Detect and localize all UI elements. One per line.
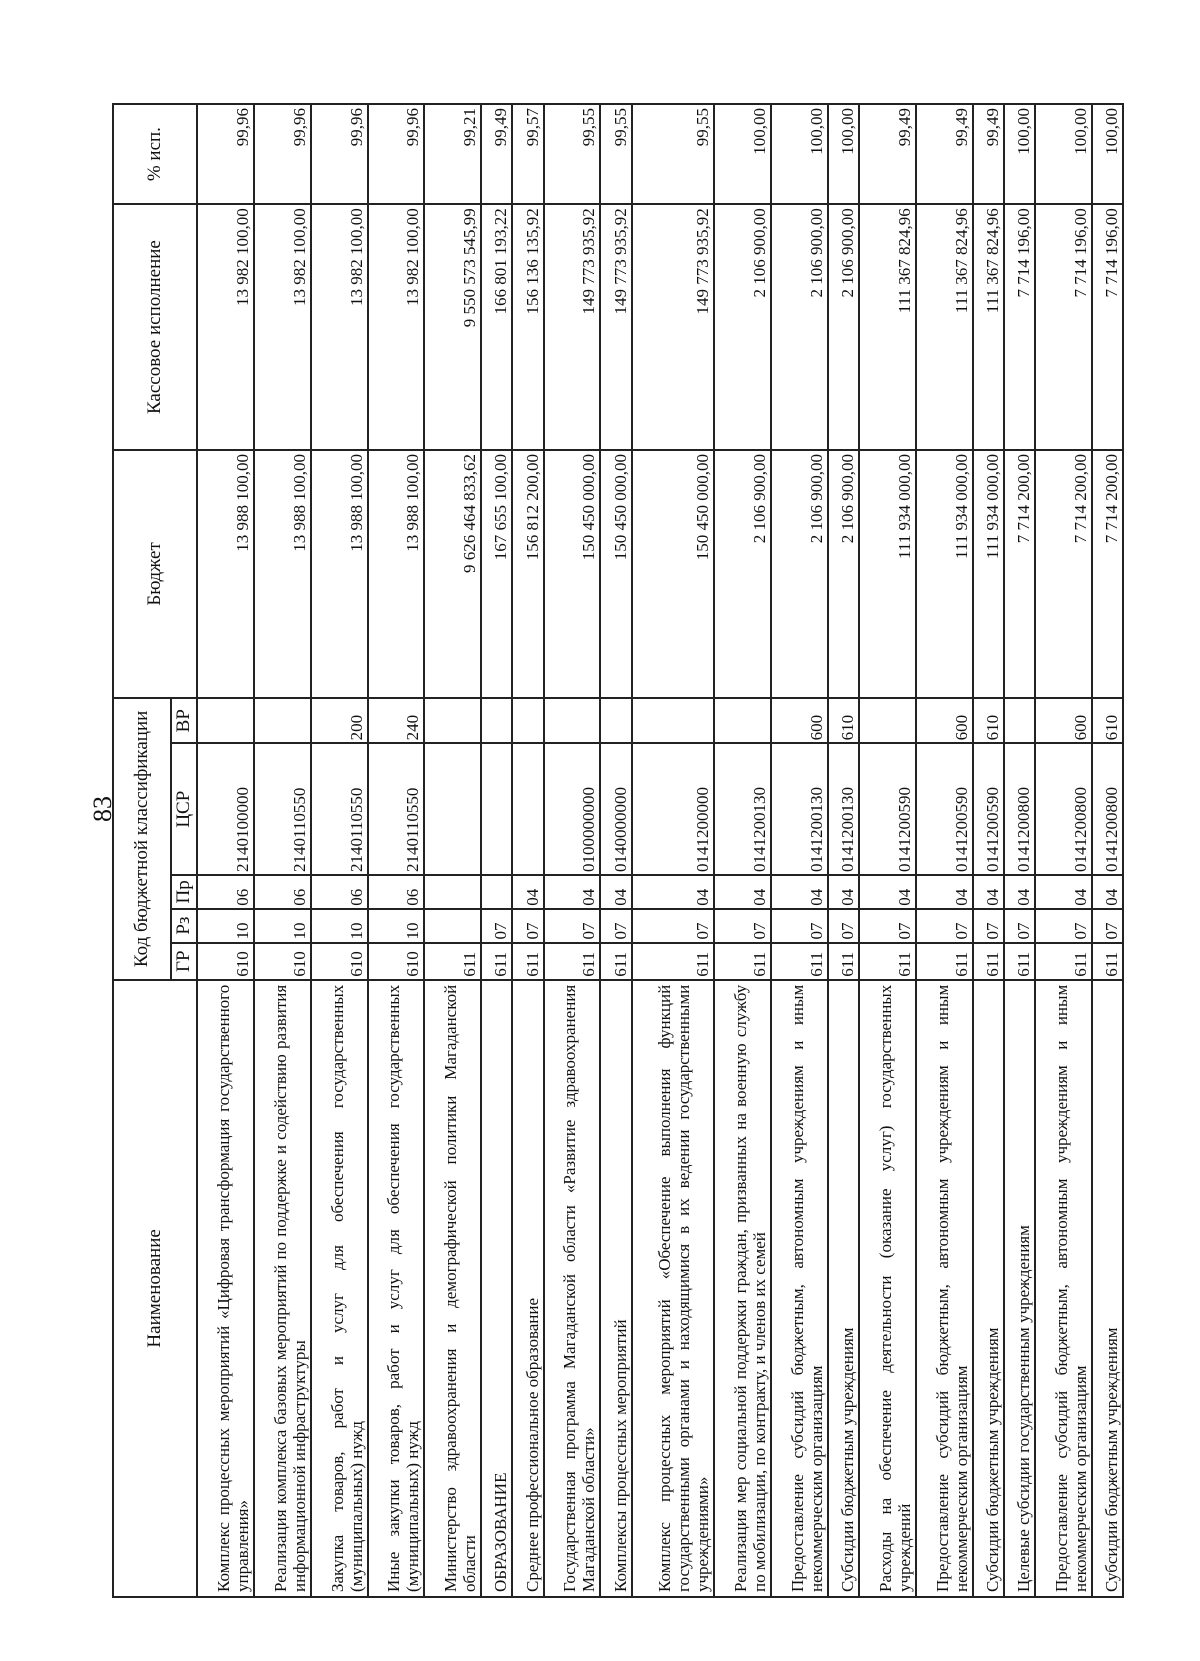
row-cash: 149 773 935,92 [632,204,715,450]
row-cash: 111 367 824,96 [973,204,1004,450]
row-vr: 610 [973,698,1004,743]
row-gr: 611 [916,943,973,980]
row-cash: 2 106 900,00 [771,204,828,450]
row-pct: 100,00 [1004,104,1035,204]
budget-table-rotated [112,103,1124,1598]
row-pct: 99,96 [311,104,368,204]
row-budget: 150 450 000,00 [600,450,631,698]
page-number: 83 [88,796,117,822]
row-rz: 07 [771,909,828,943]
row-gr: 611 [828,943,859,980]
header-name: Наименование [113,980,197,1597]
row-csr: 2140100000 [197,743,254,875]
table-row [714,104,771,1597]
budget-table [112,103,1124,1598]
row-pct: 99,49 [916,104,973,204]
table-row [254,104,311,1597]
row-gr: 611 [481,943,512,980]
row-csr: 0100000000 [544,743,601,875]
row-rz: 07 [1035,909,1092,943]
row-vr: 600 [771,698,828,743]
header-pct: % исп. [113,104,197,204]
row-rz: 07 [512,909,543,943]
row-gr: 610 [197,943,254,980]
row-pct: 99,55 [544,104,601,204]
row-gr: 610 [368,943,425,980]
row-pct: 99,49 [859,104,916,204]
header-code-group: Код бюджетной классификации [113,698,171,980]
row-vr [424,698,481,743]
row-name: Министерство здравоохранения и демографической политики Магаданской области [424,980,481,1597]
row-name: Реализация мер социальной поддержки граждан, призванных на военную службу по мобилизации, по контракту, и членов их семей [714,980,771,1597]
row-cash: 13 982 100,00 [197,204,254,450]
row-pct: 99,57 [512,104,543,204]
table-row [424,104,481,1597]
row-csr [424,743,481,875]
row-vr [512,698,543,743]
row-csr: 0141200130 [771,743,828,875]
row-budget: 150 450 000,00 [544,450,601,698]
row-name: Комплекс процессных мероприятий «Цифровая трансформация государственного управления» [197,980,254,1597]
row-gr: 610 [311,943,368,980]
row-csr [481,743,512,875]
row-csr: 0141200590 [973,743,1004,875]
row-pr: 04 [828,875,859,909]
row-pr: 04 [973,875,1004,909]
row-pr: 04 [544,875,601,909]
row-name: Субсидии бюджетным учреждениям [973,980,1004,1597]
row-vr [544,698,601,743]
row-csr: 0141200800 [1004,743,1035,875]
row-pr: 04 [1092,875,1123,909]
row-cash: 111 367 824,96 [859,204,916,450]
row-cash: 156 136 135,92 [512,204,543,450]
row-budget: 2 106 900,00 [714,450,771,698]
row-pr [424,875,481,909]
row-vr: 200 [311,698,368,743]
row-pct: 99,96 [368,104,425,204]
row-budget: 13 988 100,00 [254,450,311,698]
table-row [1035,104,1092,1597]
row-pr: 04 [632,875,715,909]
row-rz: 10 [368,909,425,943]
header-vr: ВР [171,698,197,743]
row-name: ОБРАЗОВАНИЕ [481,980,512,1597]
table-row [828,104,859,1597]
row-vr: 600 [916,698,973,743]
row-rz: 07 [916,909,973,943]
table-row [771,104,828,1597]
row-budget: 13 988 100,00 [311,450,368,698]
row-pct: 100,00 [1092,104,1123,204]
table-row [311,104,368,1597]
row-rz: 07 [544,909,601,943]
row-name: Комплексы процессных мероприятий [600,980,631,1597]
row-name: Субсидии бюджетным учреждениям [1092,980,1123,1597]
row-vr [714,698,771,743]
row-vr [632,698,715,743]
row-csr: 0141200000 [632,743,715,875]
table-row [544,104,601,1597]
row-gr: 611 [512,943,543,980]
row-gr: 611 [544,943,601,980]
row-budget: 2 106 900,00 [828,450,859,698]
row-gr: 611 [859,943,916,980]
row-budget: 13 988 100,00 [197,450,254,698]
row-csr: 0141200800 [1092,743,1123,875]
row-vr [859,698,916,743]
row-csr: 2140110550 [311,743,368,875]
row-budget: 150 450 000,00 [632,450,715,698]
row-csr: 0141200800 [1035,743,1092,875]
row-pct: 100,00 [1035,104,1092,204]
row-csr [512,743,543,875]
row-vr [197,698,254,743]
row-pr: 06 [368,875,425,909]
row-gr: 611 [714,943,771,980]
row-pr: 04 [771,875,828,909]
table-row [512,104,543,1597]
row-pct: 99,49 [481,104,512,204]
row-vr [1004,698,1035,743]
row-csr: 2140110550 [368,743,425,875]
row-cash: 2 106 900,00 [828,204,859,450]
table-row [368,104,425,1597]
row-name: Комплекс процессных мероприятий «Обеспечение выполнения функций государственными органами и находящимися в их ведении государственными учреждениями» [632,980,715,1597]
table-row [1004,104,1035,1597]
row-pct: 100,00 [714,104,771,204]
row-gr: 611 [1092,943,1123,980]
row-pct: 99,49 [973,104,1004,204]
row-vr [481,698,512,743]
row-gr: 611 [1004,943,1035,980]
row-budget: 111 934 000,00 [973,450,1004,698]
row-rz: 10 [311,909,368,943]
row-csr: 2140110550 [254,743,311,875]
row-rz: 07 [481,909,512,943]
row-csr: 0141200130 [828,743,859,875]
row-pr: 04 [1004,875,1035,909]
row-gr: 611 [1035,943,1092,980]
row-name: Предоставление субсидий бюджетным, автономным учреждениям и иным некоммерческим организациям [916,980,973,1597]
row-csr: 0141200590 [916,743,973,875]
row-vr [254,698,311,743]
row-pct: 99,21 [424,104,481,204]
row-name: Субсидии бюджетным учреждениям [828,980,859,1597]
header-pr: Пр [171,875,197,909]
row-name: Предоставление субсидий бюджетным, автономным учреждениям и иным некоммерческим организациям [1035,980,1092,1597]
row-csr: 0141200590 [859,743,916,875]
row-name: Иные закупки товаров, работ и услуг для обеспечения государственных (муниципальных) нужд [368,980,425,1597]
header-csr: ЦСР [171,743,197,875]
row-pct: 100,00 [771,104,828,204]
row-rz: 07 [1004,909,1035,943]
row-gr: 611 [632,943,715,980]
row-cash: 7 714 196,00 [1092,204,1123,450]
row-name: Закупка товаров, работ и услуг для обеспечения государственных (муниципальных) нужд [311,980,368,1597]
row-pr: 04 [600,875,631,909]
row-pr: 06 [311,875,368,909]
row-csr: 0140000000 [600,743,631,875]
row-budget: 156 812 200,00 [512,450,543,698]
table-row [973,104,1004,1597]
row-cash: 9 550 573 545,99 [424,204,481,450]
table-row [632,104,715,1597]
table-row [859,104,916,1597]
row-pct: 99,96 [197,104,254,204]
row-cash: 111 367 824,96 [916,204,973,450]
row-rz: 07 [1092,909,1123,943]
row-cash: 13 982 100,00 [368,204,425,450]
row-gr: 611 [600,943,631,980]
row-budget: 9 626 464 833,62 [424,450,481,698]
table-row [197,104,254,1597]
row-pr: 04 [916,875,973,909]
table-row [481,104,512,1597]
header-cash: Кассовое исполнение [113,204,197,450]
row-cash: 13 982 100,00 [254,204,311,450]
row-gr: 611 [424,943,481,980]
row-vr: 600 [1035,698,1092,743]
header-gr: ГР [171,943,197,980]
row-rz [424,909,481,943]
row-gr: 610 [254,943,311,980]
row-pr: 06 [254,875,311,909]
row-pr: 06 [197,875,254,909]
row-rz: 07 [632,909,715,943]
row-budget: 111 934 000,00 [916,450,973,698]
row-name: Среднее профессиональное образование [512,980,543,1597]
row-name: Реализация комплекса базовых мероприятий по поддержке и содействию развития информационной инфраструктуры [254,980,311,1597]
row-pr: 04 [512,875,543,909]
header-budget: Бюджет [113,450,197,698]
table-row [916,104,973,1597]
row-rz: 10 [197,909,254,943]
row-rz: 07 [828,909,859,943]
row-pct: 100,00 [828,104,859,204]
row-pct: 99,96 [254,104,311,204]
row-budget: 7 714 200,00 [1035,450,1092,698]
row-pr: 04 [1035,875,1092,909]
row-rz: 07 [600,909,631,943]
row-budget: 13 988 100,00 [368,450,425,698]
table-row [1092,104,1123,1597]
row-vr: 610 [1092,698,1123,743]
row-gr: 611 [973,943,1004,980]
row-cash: 149 773 935,92 [544,204,601,450]
row-cash: 7 714 196,00 [1035,204,1092,450]
row-rz: 07 [973,909,1004,943]
row-budget: 7 714 200,00 [1004,450,1035,698]
row-cash: 7 714 196,00 [1004,204,1035,450]
row-name: Предоставление субсидий бюджетным, автономным учреждениям и иным некоммерческим организациям [771,980,828,1597]
row-budget: 2 106 900,00 [771,450,828,698]
row-name: Целевые субсидии государственным учреждениям [1004,980,1035,1597]
row-budget: 7 714 200,00 [1092,450,1123,698]
row-budget: 111 934 000,00 [859,450,916,698]
row-gr: 611 [771,943,828,980]
row-vr: 610 [828,698,859,743]
row-rz: 07 [714,909,771,943]
row-cash: 166 801 193,22 [481,204,512,450]
row-pct: 99,55 [632,104,715,204]
row-name: Расходы на обеспечение деятельности (оказание услуг) государственных учреждений [859,980,916,1597]
row-csr: 0141200130 [714,743,771,875]
table-row [600,104,631,1597]
table-body [197,104,1123,1597]
row-cash: 149 773 935,92 [600,204,631,450]
row-cash: 13 982 100,00 [311,204,368,450]
row-rz: 10 [254,909,311,943]
row-budget: 167 655 100,00 [481,450,512,698]
row-rz: 07 [859,909,916,943]
row-cash: 2 106 900,00 [714,204,771,450]
row-pr: 04 [859,875,916,909]
row-pr [481,875,512,909]
header-rz: Рз [171,909,197,943]
row-pct: 99,55 [600,104,631,204]
row-vr [600,698,631,743]
row-pr: 04 [714,875,771,909]
row-vr: 240 [368,698,425,743]
row-name: Государственная программа Магаданской области «Развитие здравоохранения Магаданской области» [544,980,601,1597]
